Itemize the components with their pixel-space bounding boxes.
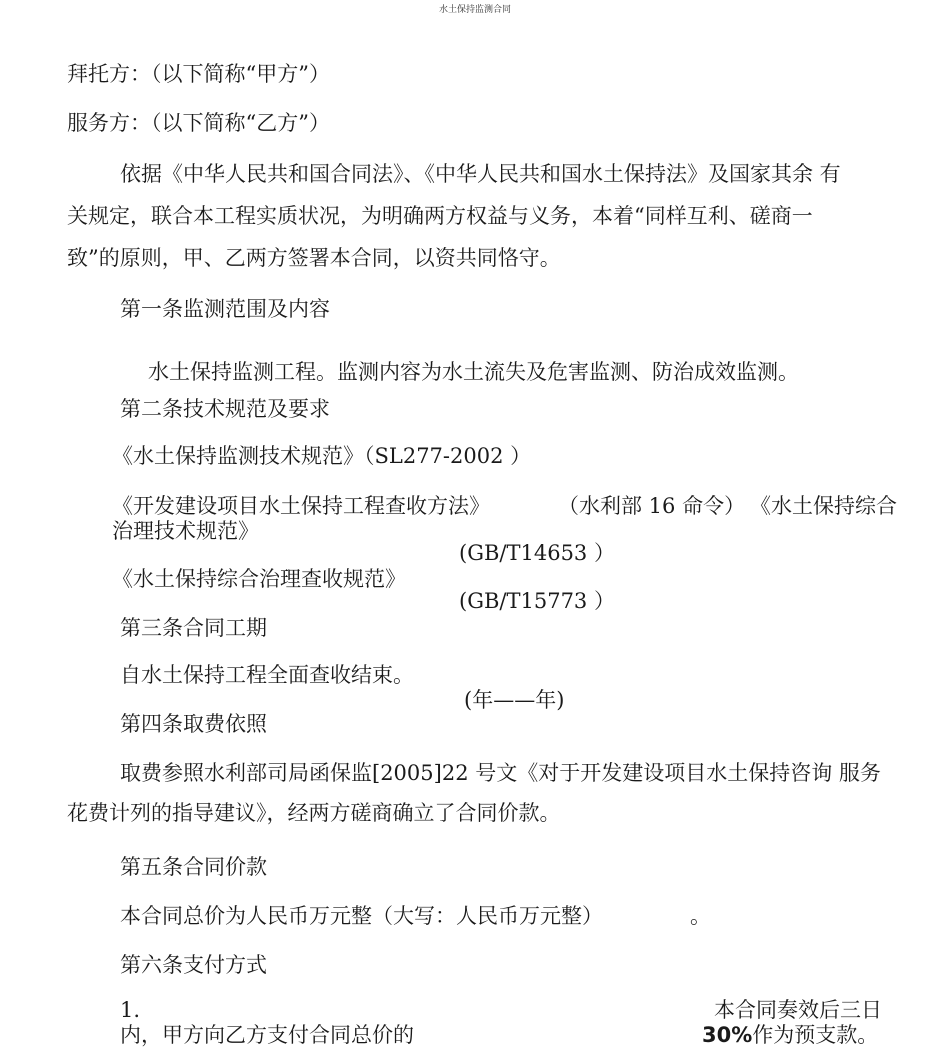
spec-monitoring: 《水土保持监测技术规范》（SL277-2002 ） <box>112 444 532 468</box>
payment-percentage: 30% <box>702 1023 753 1047</box>
article-6-heading: 第六条支付方式 <box>120 953 267 977</box>
spec-integrated-title: 《水土保持综合 <box>750 494 897 518</box>
article-4-line-2: 花费计列的指导建议》，经两方磋商确立了合同价款。 <box>67 801 561 825</box>
spec-acceptance-method: 《开发建设项目水土保持工程查收方法》 <box>112 494 490 518</box>
article-3-body: 自水土保持工程全面查收结束。 <box>120 663 414 687</box>
spec-ministry-order: （水利部 16 命令） <box>558 494 746 518</box>
payment-item-left-2: 内，甲方向乙方支付合同总价的 <box>120 1023 414 1047</box>
article-1-body: 水土保持监测工程。监测内容为水土流失及危害监测、防治成效监测。 <box>148 360 799 384</box>
article-5-heading: 第五条合同价款 <box>120 855 267 879</box>
article-5-period-mark: 。 <box>690 904 711 928</box>
article-2-heading: 第二条技术规范及要求 <box>120 397 330 421</box>
page-header: 水土保持监测合同 <box>438 5 511 15</box>
article-3-heading: 第三条合同工期 <box>120 616 267 640</box>
article-5-body: 本合同总价为人民币万元整（大写：人民币万元整） <box>120 904 603 928</box>
client-party-line: 拜托方：（以下简称“甲方”） <box>67 62 330 86</box>
payment-item-right-2 <box>702 1025 878 1046</box>
spec-gb-15773: (GB/T15773 ） <box>459 589 615 613</box>
article-4-line-1: 取费参照水利部司局函保监[2005]22 号文《对于开发建设项目水土保持咨询 服务 <box>120 761 881 785</box>
article-4-heading: 第四条取费依照 <box>120 712 267 736</box>
payment-advance-text: 作为预支款。 <box>752 1023 879 1047</box>
provider-party-line: 服务方：（以下简称“乙方”） <box>67 111 330 135</box>
intro-line-1: 依据《中华人民共和国合同法》、《中华人民共和国水土保持法》及国家其余 有 <box>120 162 841 186</box>
payment-item-right-1: 本合同奏效后三日 <box>714 998 882 1022</box>
intro-line-2: 关规定，联合本工程实质状况，为明确两方权益与义务，本着“同样互利、磋商一 <box>67 204 813 228</box>
spec-integrated-title-cont: 治理技术规范》 <box>112 519 259 543</box>
intro-line-3: 致”的原则，甲、乙两方签署本合同，以资共同恪守。 <box>67 246 561 270</box>
payment-item-number: 1. <box>120 998 141 1022</box>
spec-gb-14653: (GB/T14653 ） <box>459 541 615 565</box>
article-1-heading: 第一条监测范围及内容 <box>120 297 330 321</box>
article-3-period: (年——年) <box>464 688 565 712</box>
spec-acceptance-norm: 《水土保持综合治理查收规范》 <box>112 567 406 591</box>
